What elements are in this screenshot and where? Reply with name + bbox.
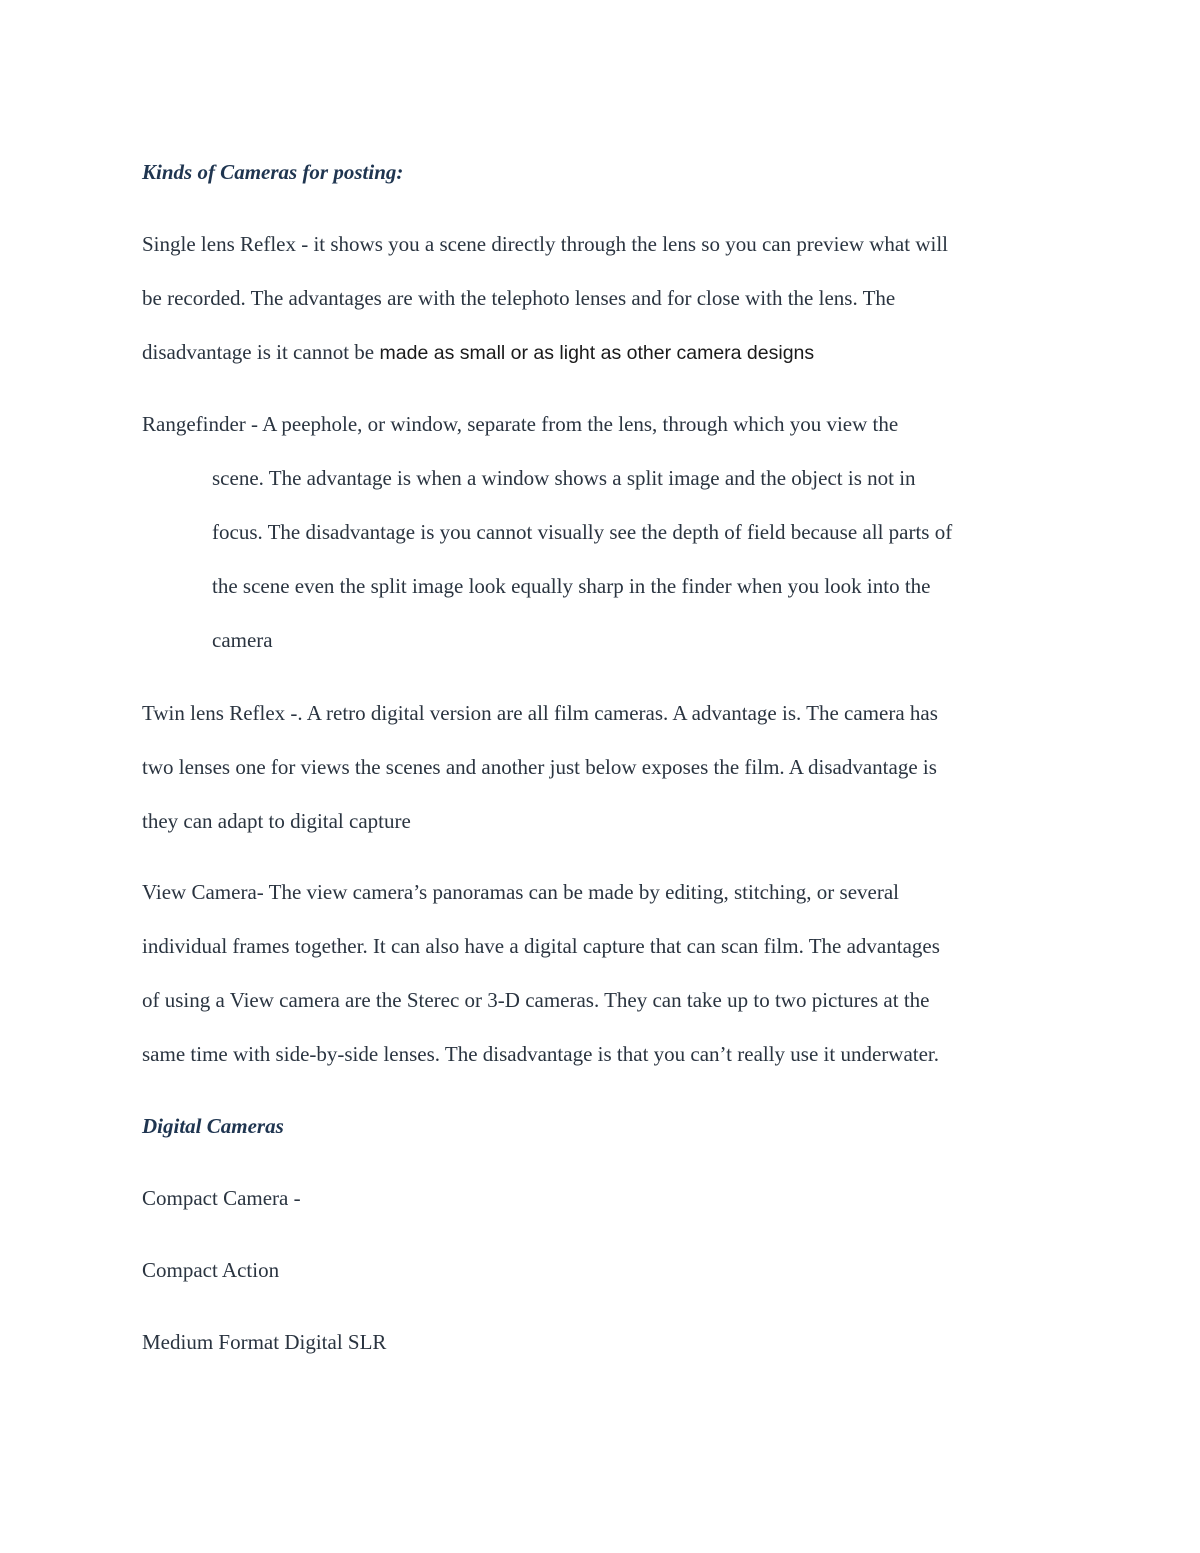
medium-format-item: Medium Format Digital SLR (142, 1330, 387, 1354)
view-camera-line-2: individual frames together. It can also have a digital capture that can scan film. The advantages (142, 934, 940, 958)
rangefinder-line-1: Rangefinder - A peephole, or window, separate from the lens, through which you view the (142, 412, 899, 436)
slr-line-3-part-a: disadvantage is it cannot be (142, 340, 375, 364)
view-camera-line-3: of using a View camera are the Sterec or 3-D cameras. They can take up to two pictures at the (142, 988, 930, 1012)
view-camera-line-4: same time with side-by-side lenses. The disadvantage is that you can’t really use it underwater. (142, 1042, 940, 1066)
tlr-line-2: two lenses one for views the scenes and another just below exposes the film. A disadvantage is (142, 755, 937, 779)
tlr-line-1: Twin lens Reflex -. A retro digital version are all film cameras. A advantage is. The camera has (142, 701, 938, 725)
view-camera-line-1: View Camera- The view camera’s panoramas can be made by editing, stitching, or several (142, 880, 899, 904)
rangefinder-line-4: the scene even the split image look equally sharp in the finder when you look into the (212, 574, 931, 598)
compact-camera-item: Compact Camera - (142, 1186, 301, 1210)
rangefinder-line-3: focus. The disadvantage is you cannot visually see the depth of field because all parts of (212, 520, 953, 544)
heading-kinds-of-cameras: Kinds of Cameras for posting: (142, 160, 404, 184)
slr-line-3 (142, 340, 814, 365)
rangefinder-line-2: scene. The advantage is when a window shows a split image and the object is not in (212, 466, 916, 490)
slr-line-3-part-b: made as small or as light as other camera designs (374, 342, 815, 364)
compact-action-item: Compact Action (142, 1258, 280, 1282)
heading-digital-cameras: Digital Cameras (142, 1114, 284, 1138)
rangefinder-line-5: camera (212, 628, 273, 652)
slr-line-2: be recorded. The advantages are with the telephoto lenses and for close with the lens. The (142, 286, 896, 310)
slr-line-1: Single lens Reflex - it shows you a scene directly through the lens so you can preview what will (142, 232, 948, 256)
tlr-line-3: they can adapt to digital capture (142, 809, 411, 833)
